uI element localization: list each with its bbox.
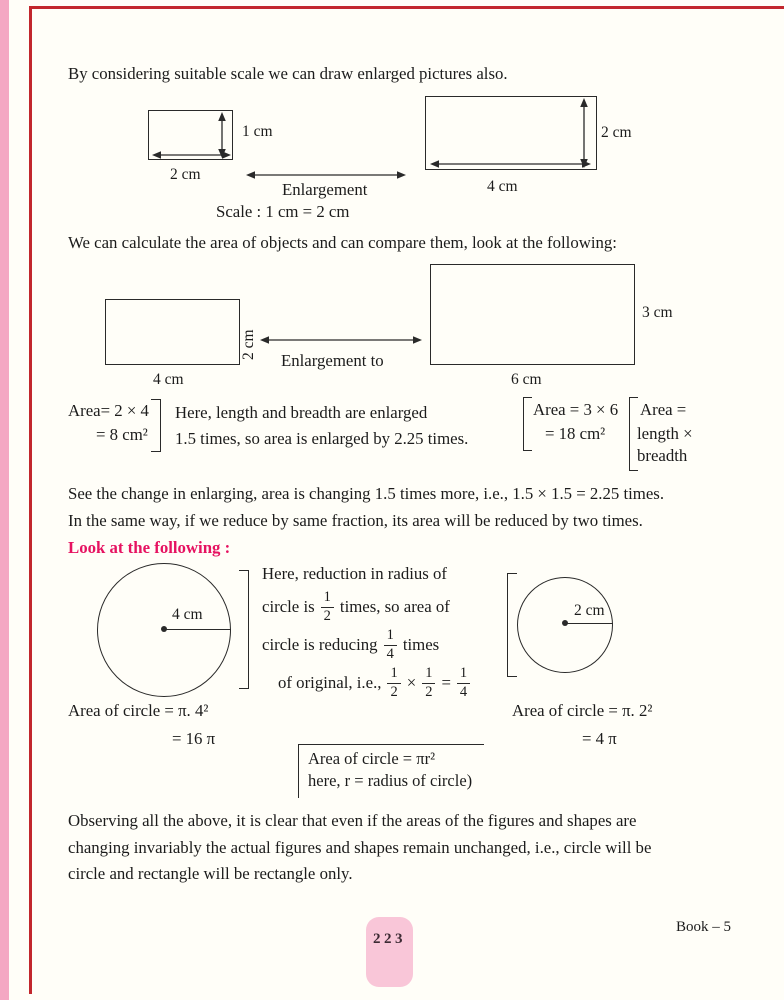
closing-line3: circle and rectangle will be rectangle only. bbox=[68, 864, 353, 883]
area-formula-line2: length × bbox=[637, 424, 693, 443]
reduction-note-line3 bbox=[262, 627, 439, 663]
note-text: circle is reducing bbox=[262, 635, 378, 654]
small-rect-height-label: 1 cm bbox=[242, 123, 273, 140]
area-right-rectangle bbox=[430, 264, 635, 365]
equals-sign: = bbox=[441, 673, 451, 692]
big-circle-radius-line bbox=[164, 629, 231, 630]
left-bracket bbox=[523, 397, 532, 451]
large-rect-height-label: 2 cm bbox=[601, 124, 632, 141]
width-arrow-icon bbox=[430, 158, 591, 170]
right-bracket bbox=[239, 570, 249, 689]
note-text: times bbox=[402, 635, 440, 654]
section-heading: Look at the following : bbox=[68, 538, 231, 557]
big-circle-center-dot bbox=[161, 626, 167, 632]
area-right-width-label: 6 cm bbox=[511, 371, 542, 388]
change-paragraph-line1: See the change in enlarging, area is changing 1.5 times more, i.e., 1.5 × 1.5 = 2.25 times. bbox=[68, 484, 665, 503]
left-bracket bbox=[507, 573, 517, 677]
area-right-calc-line2: = 18 cm² bbox=[545, 424, 606, 443]
intro-paragraph-2: We can calculate the area of objects and can compare them, look at the following: bbox=[68, 233, 617, 252]
intro-paragraph-1: By considering suitable scale we can draw enlarged pictures also. bbox=[68, 64, 508, 83]
right-bracket bbox=[151, 399, 161, 452]
book-label: Book – 5 bbox=[675, 919, 731, 935]
enlarge-note-line2: 1.5 times, so area is enlarged by 2.25 times. bbox=[175, 429, 469, 448]
fraction-one-half: $\frac{1}{2}$ bbox=[422, 666, 435, 699]
area-formula-line1: Area = bbox=[640, 400, 687, 419]
area-left-calc-line2: = 8 cm² bbox=[96, 425, 148, 444]
big-circle-area-line2: = 16 π bbox=[172, 729, 216, 748]
formula-note-line2: here, r = radius of circle) bbox=[308, 771, 473, 790]
big-circle-radius-label: 4 cm bbox=[172, 606, 203, 623]
enlargement-to-label: Enlargement to bbox=[281, 351, 384, 370]
formula-note-box bbox=[298, 744, 484, 798]
reduction-note-line4 bbox=[278, 665, 470, 701]
small-circle-area-line1: Area of circle = π. 2² bbox=[512, 701, 653, 720]
reduction-note-line2 bbox=[262, 589, 450, 625]
enlargement-label: Enlargement bbox=[282, 180, 368, 199]
enlarge-note-line1: Here, length and breadth are enlarged bbox=[175, 403, 428, 422]
small-rect-width-label: 2 cm bbox=[170, 166, 201, 183]
area-right-height-label: 3 cm bbox=[642, 304, 673, 321]
fraction-one-half: $\frac{1}{2}$ bbox=[321, 590, 334, 623]
closing-paragraph bbox=[68, 808, 651, 888]
left-pink-strip bbox=[0, 0, 9, 1000]
top-red-rule bbox=[29, 6, 784, 9]
closing-line1: Observing all the above, it is clear that even if the areas of the figures and shapes are bbox=[68, 811, 637, 830]
fraction-one-half: $\frac{1}{2}$ bbox=[387, 666, 400, 699]
note-text: circle is bbox=[262, 597, 315, 616]
scale-label: Scale : 1 cm = 2 cm bbox=[216, 202, 350, 221]
formula-note-line1: Area of circle = πr² bbox=[308, 749, 436, 768]
change-paragraph-line2: In the same way, if we reduce by same fraction, its area will be reduced by two times. bbox=[68, 511, 643, 530]
page-number: 223 bbox=[373, 931, 406, 947]
area-left-width-label: 4 cm bbox=[153, 371, 184, 388]
small-circle-center-dot bbox=[562, 620, 568, 626]
page-number-badge bbox=[366, 917, 413, 987]
small-circle-radius-label: 2 cm bbox=[574, 602, 605, 619]
big-circle-area-line1: Area of circle = π. 4² bbox=[68, 701, 209, 720]
times-sign: × bbox=[406, 673, 417, 692]
fraction-one-quarter: $\frac{1}{4}$ bbox=[457, 666, 470, 699]
reduction-note-line1: Here, reduction in radius of bbox=[262, 564, 447, 583]
area-left-rectangle bbox=[105, 299, 240, 365]
width-arrow-icon bbox=[152, 149, 231, 161]
area-formula-line3: breadth bbox=[637, 446, 688, 465]
enlargement-to-arrow-icon bbox=[260, 334, 422, 346]
closing-line2: changing invariably the actual figures and shapes remain unchanged, i.e., circle will be bbox=[68, 837, 652, 857]
large-rect-width-label: 4 cm bbox=[487, 178, 518, 195]
area-left-height-label: 2 cm bbox=[240, 329, 257, 360]
note-text: of original, i.e., bbox=[278, 673, 382, 692]
area-right-calc-line1: Area = 3 × 6 bbox=[533, 400, 619, 419]
small-circle-radius-line bbox=[565, 623, 613, 624]
small-circle-area-line2: = 4 π bbox=[582, 729, 617, 748]
area-left-calc-line1: Area= 2 × 4 bbox=[68, 401, 149, 420]
note-text: times, so area of bbox=[339, 597, 450, 616]
fraction-one-quarter: $\frac{1}{4}$ bbox=[384, 628, 397, 661]
left-red-rule bbox=[29, 6, 32, 994]
